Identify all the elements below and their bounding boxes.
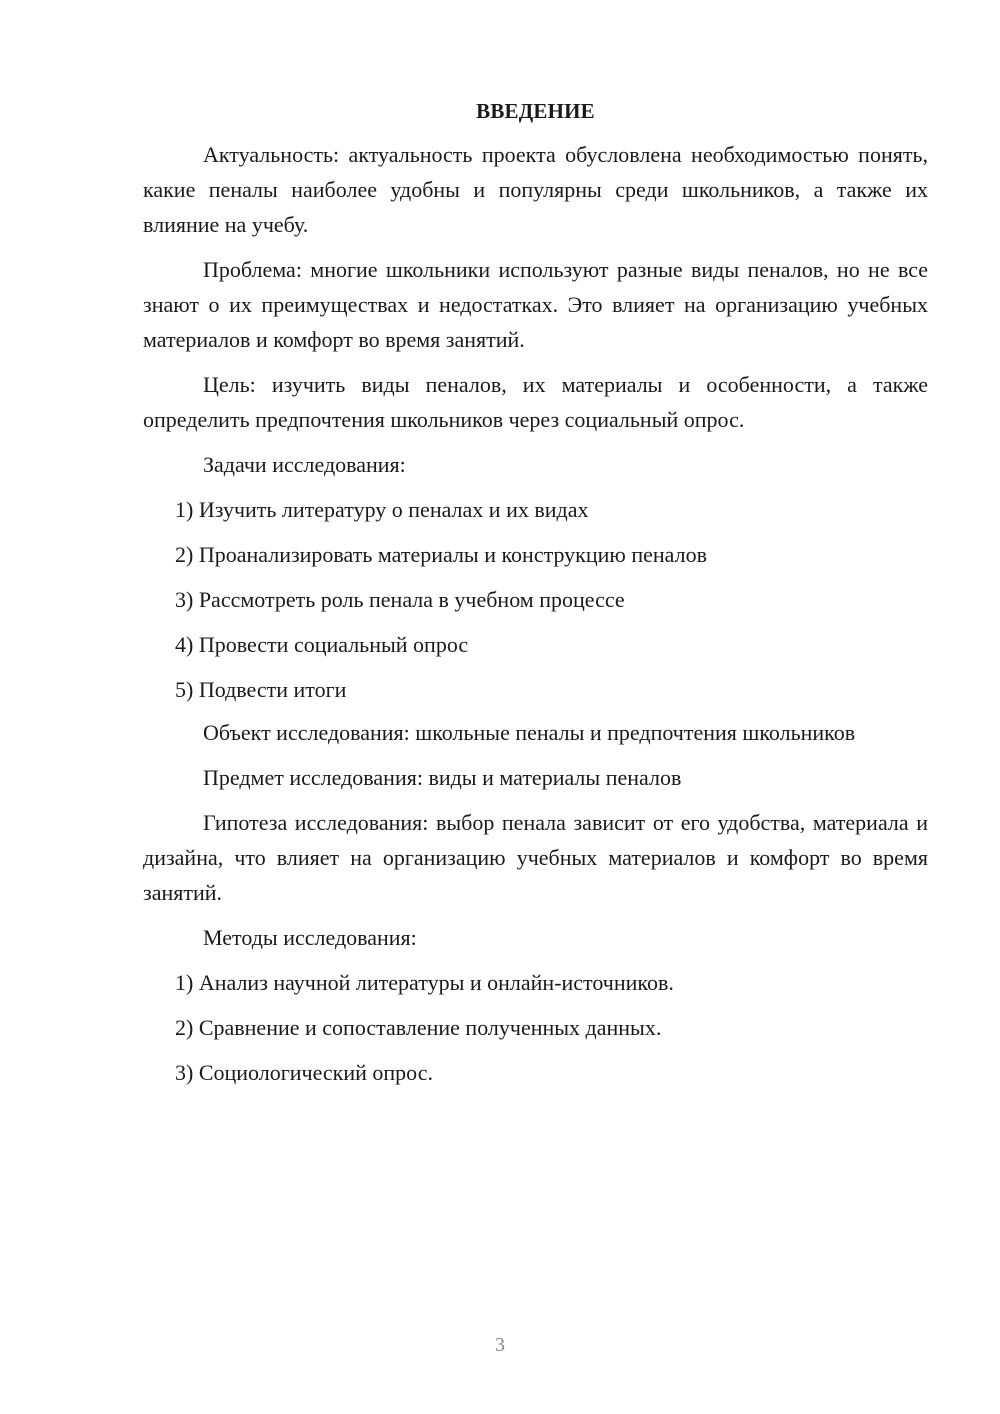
method-item: 1) Анализ научной литературы и онлайн-источников. — [175, 970, 674, 995]
document-body — [143, 96, 928, 1090]
object-paragraph: Объект исследования: школьные пеналы и предпочтения школьников — [203, 720, 856, 745]
page-number: 3 — [495, 1334, 505, 1356]
tasks-list — [143, 492, 928, 707]
tasks-heading: Задачи исследования: — [203, 452, 406, 477]
task-item: 1) Изучить литературу о пеналах и их видах — [175, 497, 589, 522]
hypothesis-paragraph: Гипотеза исследования: выбор пенала зависит от его удобства, материала и дизайна, что влияет на организацию учебных материалов и комфорт во время занятий. — [143, 810, 928, 905]
problem-paragraph: Проблема: многие школьники используют разные виды пеналов, но не все знают о их преимуществах и недостатках. Это влияет на организацию учебных материалов и комфорт во время занятий. — [143, 257, 928, 352]
methods-heading: Методы исследования: — [203, 925, 417, 950]
task-item: 5) Подвести итоги — [175, 677, 347, 702]
task-item: 2) Проанализировать материалы и конструкцию пеналов — [175, 542, 707, 567]
subject-paragraph: Предмет исследования: виды и материалы пеналов — [203, 765, 682, 790]
methods-list — [143, 965, 928, 1090]
actuality-paragraph: Актуальность: актуальность проекта обусловлена необходимостью понять, какие пеналы наиболее удобны и популярны среди школьников, а также их влияние на учебу. — [143, 142, 928, 237]
method-item: 3) Социологический опрос. — [175, 1060, 433, 1085]
section-title: ВВЕДЕНИЕ — [476, 99, 595, 123]
goal-paragraph: Цель: изучить виды пеналов, их материалы и особенности, а также определить предпочтения школьников через социальный опрос. — [143, 372, 928, 432]
task-item: 4) Провести социальный опрос — [175, 632, 469, 657]
method-item: 2) Сравнение и сопоставление полученных данных. — [175, 1015, 662, 1040]
task-item: 3) Рассмотреть роль пенала в учебном процессе — [175, 587, 625, 612]
